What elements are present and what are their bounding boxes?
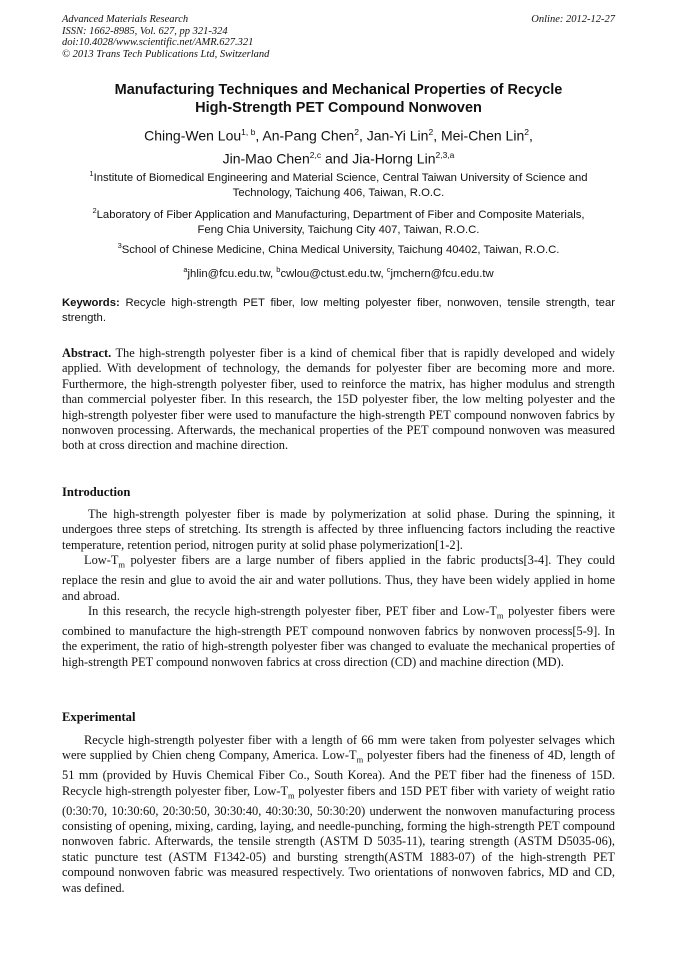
affiliation-3	[62, 238, 615, 258]
paragraph-text: polyester fibers and 15D PET fiber with variety of weight ratio (0:30:70, 10:30:60, 20:30:50, 30:30:40, 40:30:30, 50:30:20) underwent the nonwoven manufacturing process consisting of opening, mixing, carding, laying, and needle-punching, forming the high-strength PET compound nonwoven fabric. Afterwards, the tensile strength (ASTM D 5035-11), tearing strength (ASTM D5035-06), static puncture test (ASTM F1342-05) and bursting strength(ASTM 1883-07) of the high-strength PET compound nonwoven fabric was measured respectively. Two orientations of nonwoven fabrics, MD and CD, was defined.	[62, 783, 615, 895]
author-emails	[62, 262, 615, 282]
author-sup: 2	[524, 127, 529, 137]
paragraph-text: polyester fibers were combined to manufacture the high-strength PET compound nonwoven fabrics by nonwoven process[5-9]. In the experiment, the ratio of high-strength polyester fiber was changed to evaluate the mechanical properties of high-strength PET compound nonwoven fabrics at cross direction (CD) and machine direction (MD).	[62, 603, 615, 669]
author-sup: 2,c	[309, 149, 322, 160]
affiliation-line: Technology, Taichung 406, Taiwan, R.O.C.	[232, 186, 445, 199]
subscript: m	[118, 559, 126, 570]
affiliation-line	[62, 203, 615, 223]
subscript: m	[288, 790, 295, 801]
affiliation-2	[62, 203, 615, 238]
affiliation-text: Institute of Biomedical Engineering and Material Science, Central Taiwan University of Science and	[93, 171, 588, 184]
author-name: Ching-Wen Lou	[144, 127, 242, 144]
doi-line: doi:10.4028/www.scientific.net/AMR.627.321	[62, 37, 254, 48]
issn-line: ISSN: 1662-8985, Vol. 627, pp 321-324	[62, 25, 228, 37]
author-sup: 2,3,a	[435, 149, 455, 160]
abstract-text: The high-strength polyester fiber is a kind of chemical fiber that is rapidly developed and widely applied. With development of technology, the demands for polyester fiber are becoming more and more. Furthermore, the high-strength polyester fiber, used to reinforce the matrix, has higher modulus and strength than commercial polyester fiber. In this research, the 15D polyester fiber, the low melting polyester and the high-strength polyester fiber were used to manufacture the high-strength PET compound nonwoven fabrics by nonwoven processing. Afterwards, the mechanical properties of the PET compound nonwoven was measured both at cross direction and machine direction.	[62, 346, 615, 453]
author-name: , Jan-Yi Lin	[358, 127, 429, 144]
journal-name: Advanced Materials Research	[62, 14, 189, 25]
keywords-text: Recycle high-strength PET fiber, low melting polyester fiber, nonwoven, tensile strength, tear strength.	[62, 297, 615, 324]
email-b: cwlou@ctust.edu.tw,	[280, 267, 387, 280]
experimental-body	[62, 733, 615, 896]
paragraph-text: Low-T	[84, 553, 119, 568]
paper-title	[62, 81, 615, 117]
keywords-label: Keywords:	[62, 297, 120, 309]
author-sup: 2	[428, 127, 434, 137]
introduction-heading: Introduction	[62, 485, 131, 499]
paragraph-text: In this research, the recycle high-strength polyester fiber, PET fiber and Low-T	[88, 603, 497, 618]
paragraph-text: polyester fibers are a large number of fibers applied in the fabric products[3-4]. They could replace the resin and glue to avoid the air and water pollutions. Thus, they have been widely applied in home and abroad.	[62, 553, 615, 603]
author-list	[62, 123, 615, 168]
subscript: m	[356, 754, 364, 765]
paragraph-text: polyester fibers had the fineness of 4D, length of 51 mm (provided by Huvis Chemical Fiber Co., South Korea). And the PET fiber had the fineness of 15D. Recycle high-strength polyester fiber, Low-T	[62, 748, 615, 798]
author-name: Jin-Mao Chen	[222, 150, 310, 167]
keywords	[62, 296, 615, 326]
author-name: , An-Pang Chen	[255, 127, 355, 144]
affiliation-number: 1	[89, 169, 94, 178]
email-sup: b	[276, 265, 281, 274]
introduction-paragraph-2	[62, 553, 615, 604]
author-line-2	[62, 146, 615, 169]
subscript: m	[496, 610, 504, 621]
introduction-body	[62, 507, 615, 670]
email-c: jmchern@fcu.edu.tw	[390, 267, 494, 280]
affiliation-text: School of Chinese Medicine, China Medical University, Taichung 40402, Taiwan, R.O.C.	[121, 243, 560, 256]
email-sup: a	[183, 265, 188, 274]
affiliation-text: Laboratory of Fiber Application and Manufacturing, Department of Fiber and Composite Materials,	[96, 208, 585, 221]
title-line-1: Manufacturing Techniques and Mechanical Properties of Recycle	[114, 82, 563, 98]
paragraph-text: Recycle high-strength polyester fiber with a length of 66 mm were taken from polyester selvages which were supplied by Chien cheng Company, America. Low-T	[62, 733, 615, 763]
experimental-heading: Experimental	[62, 710, 136, 724]
author-name: , Mei-Chen Lin	[433, 127, 525, 144]
experimental-paragraph-1	[62, 733, 615, 896]
affiliation-number: 2	[92, 206, 97, 215]
email-sup: c	[386, 265, 391, 274]
affiliation-number: 3	[117, 241, 122, 250]
copyright-line: © 2013 Trans Tech Publications Ltd, Switzerland	[62, 48, 270, 60]
affiliation-line: Feng Chia University, Taichung City 407, Taiwan, R.O.C.	[197, 223, 480, 236]
online-date: Online: 2012-12-27	[531, 14, 615, 25]
title-line-2: High-Strength PET Compound Nonwoven	[195, 100, 482, 116]
abstract	[62, 346, 615, 454]
introduction-paragraph-1: The high-strength polyester fiber is made by polymerization at solid phase. During the spinning, it undergoes three steps of stretching. Its strength is affected by three influencing factors including the reactive temperature, retention period, nitrogen purity at solid phase polymerization[1-2].	[62, 507, 615, 552]
author-name: and Jia-Horng Lin	[321, 150, 436, 167]
affiliation-line	[62, 166, 615, 186]
affiliation-line	[62, 238, 615, 258]
journal-header	[62, 14, 615, 60]
author-line-1	[62, 123, 615, 146]
email-a: jhlin@fcu.edu.tw,	[187, 267, 277, 280]
author-sup: 1, b	[241, 127, 256, 137]
affiliation-1	[62, 166, 615, 201]
author-separator: ,	[528, 127, 533, 144]
introduction-paragraph-3	[62, 604, 615, 670]
author-sup: 2	[354, 127, 359, 137]
abstract-label: Abstract.	[62, 346, 112, 360]
